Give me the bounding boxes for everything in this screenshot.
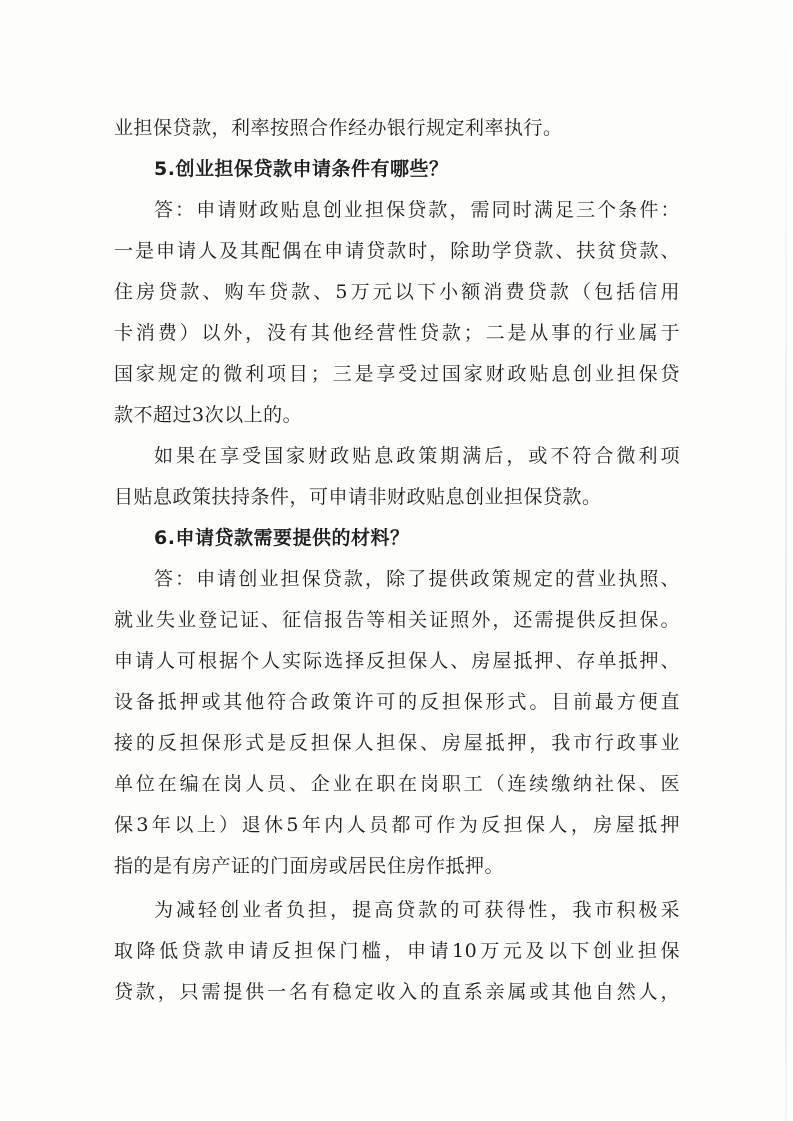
scan-edge-shadow	[785, 0, 787, 1121]
paragraph-line: 款不超过3次以上的。	[114, 404, 303, 426]
document-body	[114, 108, 680, 1013]
paragraph-line: 接的反担保形式是反担保人担保、房屋抵押，我市行政事业	[114, 732, 680, 754]
paragraph-line: 答：申请财政贴息创业担保贷款，需同时满足三个条件：	[154, 199, 680, 221]
paragraph-line: 目贴息政策扶持条件，可申请非财政贴息创业担保贷款。	[114, 486, 602, 508]
paragraph-line: 如果在享受国家财政贴息政策期满后，或不符合微利项	[154, 445, 680, 467]
paragraph-line: 国家规定的微利项目；三是享受过国家财政贴息创业担保贷	[114, 363, 680, 385]
paragraph-line: 业担保贷款，利率按照合作经办银行规定利率执行。	[114, 117, 563, 139]
paragraph-line: 取降低贷款申请反担保门槛，申请10万元及以下创业担保	[114, 940, 680, 962]
paragraph-line: 为减轻创业者负担，提高贷款的可获得性，我市积极采	[154, 899, 680, 921]
paragraph-line: 保3年以上）退休5年内人员都可作为反担保人，房屋抵押	[114, 814, 680, 836]
paragraph-line: 卡消费）以外，没有其他经营性贷款；二是从事的行业属于	[114, 322, 680, 344]
section-heading-6: 6.申请贷款需要提供的材料？	[154, 527, 410, 549]
paragraph-line: 申请人可根据个人实际选择反担保人、房屋抵押、存单抵押、	[114, 650, 680, 672]
paragraph-line: 一是申请人及其配偶在申请贷款时，除助学贷款、扶贫贷款、	[114, 240, 680, 262]
paragraph-line: 指的是有房产证的门面房或居民住房作抵押。	[114, 855, 505, 877]
paragraph-line: 住房贷款、购车贷款、5万元以下小额消费贷款（包括信用	[114, 281, 680, 303]
paragraph-line: 贷款，只需提供一名有稳定收入的直系亲属或其他自然人，	[114, 981, 680, 1003]
paragraph-line: 就业失业登记证、征信报告等相关证照外，还需提供反担保。	[114, 609, 680, 631]
section-heading-5: 5.创业担保贷款申请条件有哪些？	[154, 158, 449, 180]
paragraph-line: 设备抵押或其他符合政策许可的反担保形式。目前最方便直	[114, 691, 680, 713]
paragraph-line: 答：申请创业担保贷款，除了提供政策规定的营业执照、	[154, 568, 680, 590]
paragraph-line: 单位在编在岗人员、企业在职在岗职工（连续缴纳社保、医	[114, 773, 680, 795]
